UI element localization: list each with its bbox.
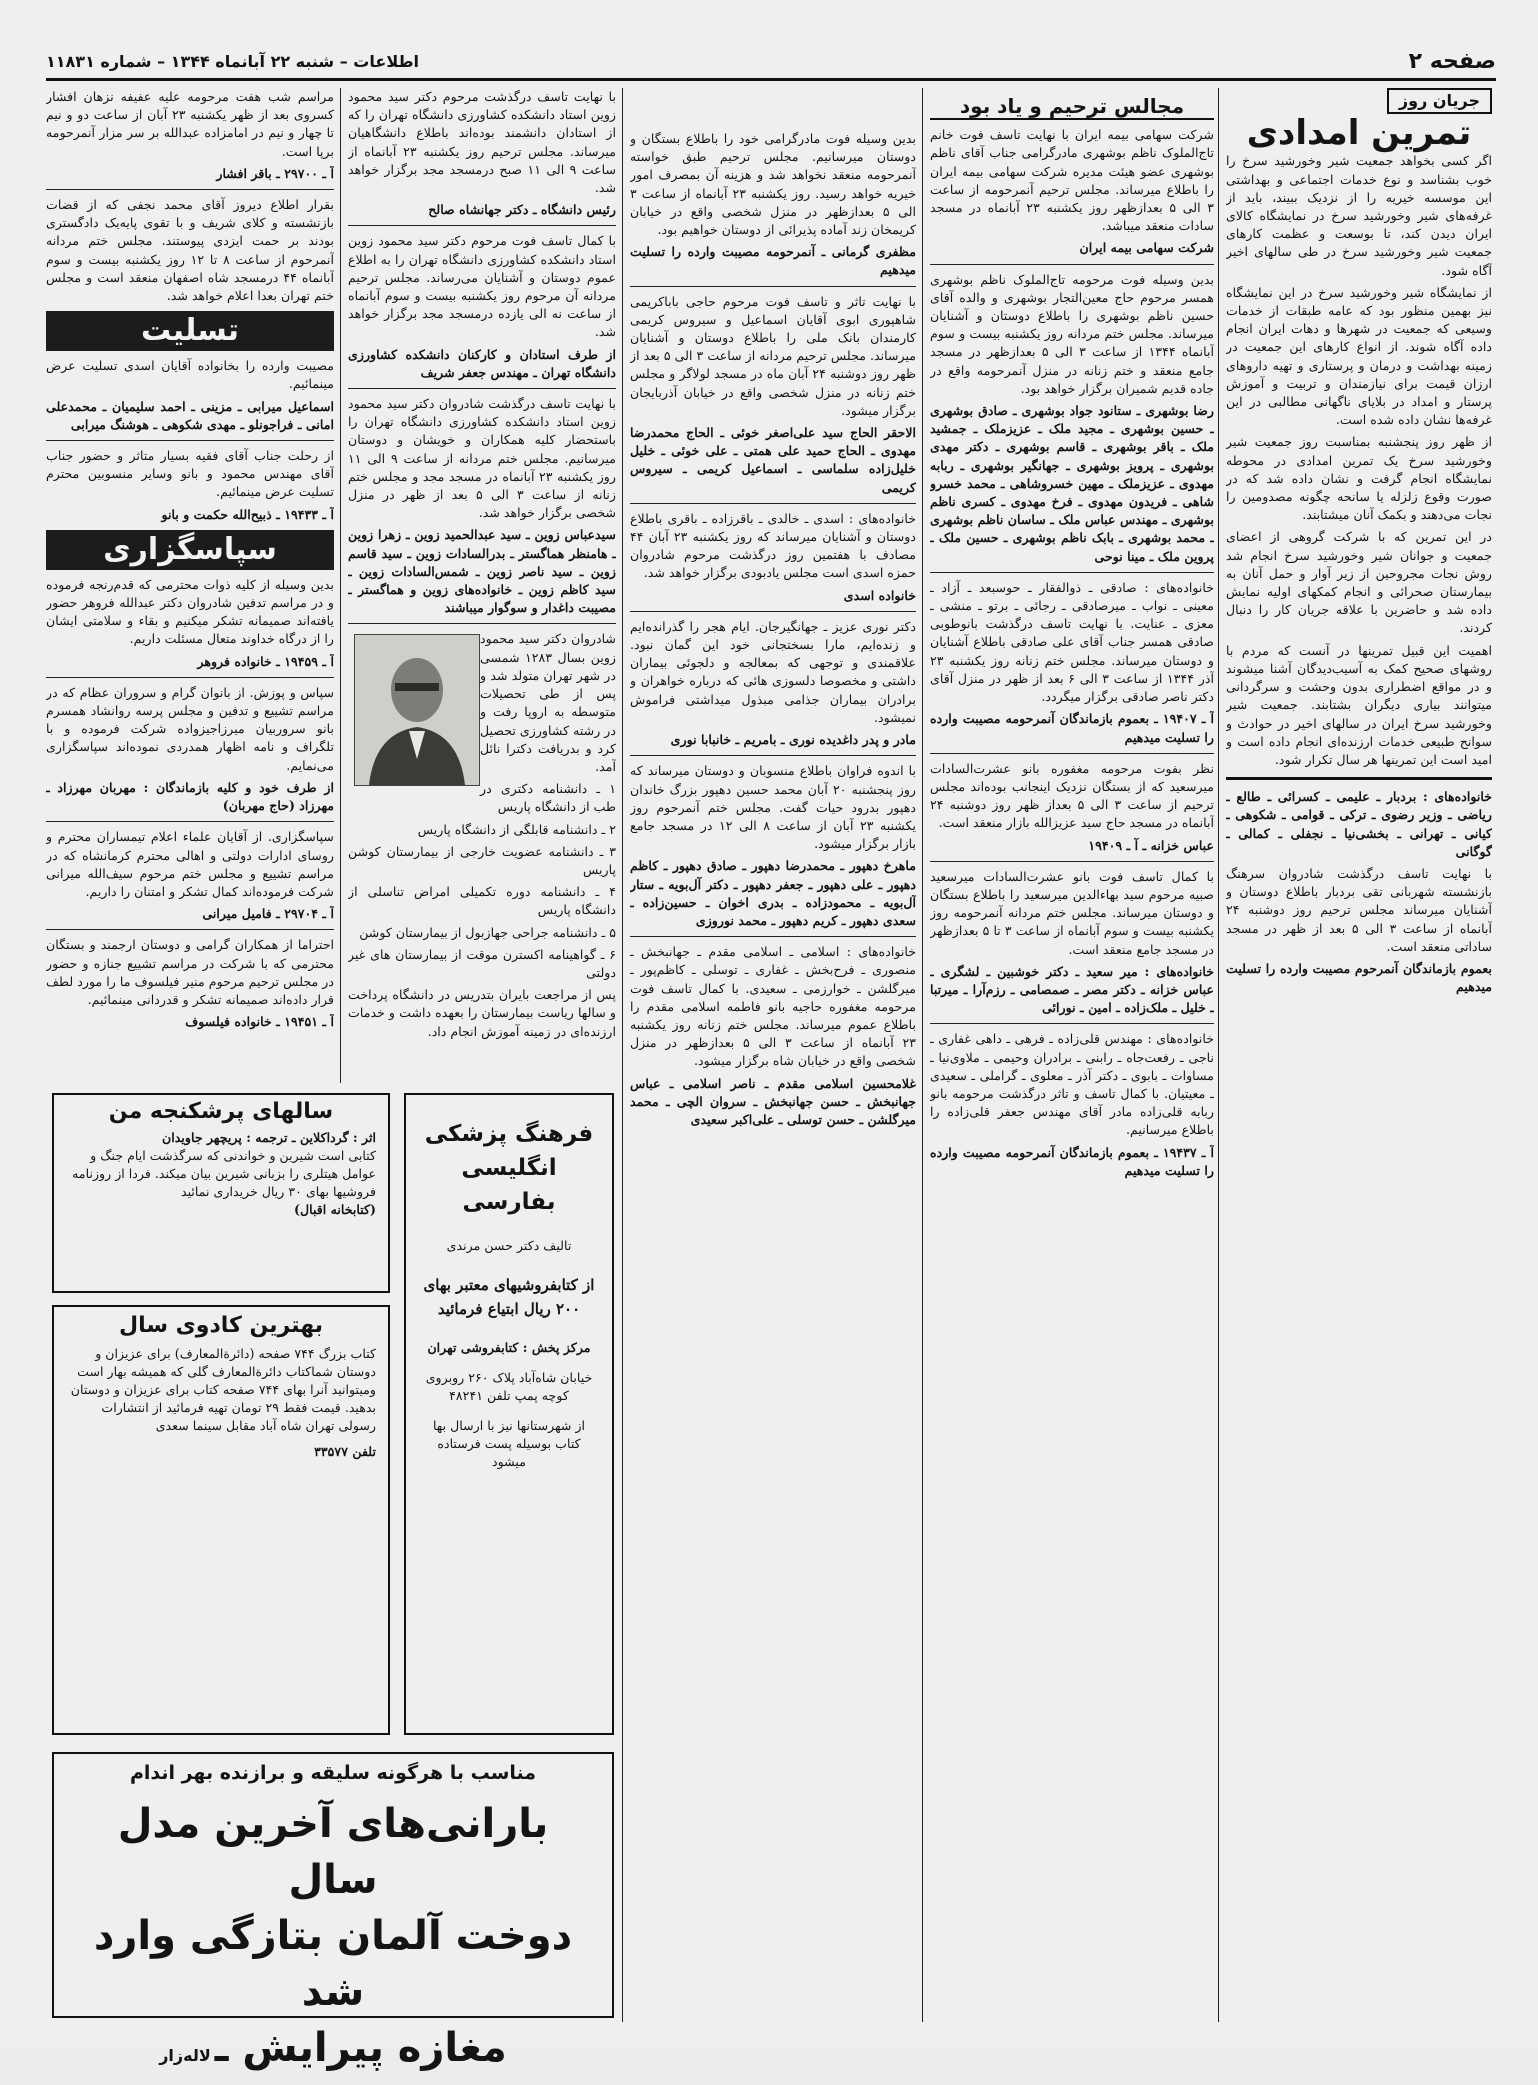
bio-item: ۶ ـ گواهینامه اکسترن موقت از بیمارستان های غیر دولتی	[348, 946, 616, 980]
ad-title: سالهای پرشکنجه من	[108, 1099, 334, 1124]
notice-text: بدین وسیله فوت مرحومه تاج‌الملوک ناظم بوشهری همسر مرحوم حاج معین‌التجار بوشهری و والده آقای حسین ناظم بوشهری را باطلاع دوستان و آشنایان میرساند. مجلس ختم مردانه روز یکشنبه بیست و سوم آبانماه ۱۳۴۴ از ساعت ۳ الی ۵ بعدازظهر در مسجد جامع منعقد و ختم زنانه در منزل آنمرحومه واقع در جاده قدیم شمیران برگزار خواهد بود.	[930, 271, 1214, 396]
divider	[46, 677, 334, 678]
notice-text: نظر بفوت مرحومه مغفوره بانو عشرت‌السادات میرسعید که از بستگان نزدیک اینجانب بوده‌اند مجلس ترحیم از ساعت ۳ الی ۵ بعداز ظهر روز دوشنبه ۲۴ آبانماه در مسجد حاج سید عزیزالله بازار منعقد است.	[930, 760, 1214, 831]
divider	[630, 503, 916, 504]
thanks-banner: سپاسگزاری	[46, 530, 334, 570]
column-rule	[922, 88, 923, 2022]
raincoat-ad	[52, 1752, 614, 2071]
editorial-paragraph: اهمیت این قبیل تمرینها در آنست که مردم با روشهای صحیح کمک به آسیب‌دیدگان آشنا میشوند و در مواقع اضطراری بدون وحشت و سرگردانی میتوانند بیاری دیگران بشتابند. جمعیت شیر وخورشید سرخ ایران در سالهای اخیر در حوادث و سوانح طبیعی خدمات ارزنده‌ای انجام داده است و امید است این تمرینها هر سال تکرار شود.	[1226, 642, 1492, 767]
notice-text: بقرار اطلاع دیروز آقای محمد نجفی که از قضات بازنشسته و کلای شریف و با تقوی پایه‌یک دادگستری بودند بر حمت ایزدی پیوستند. مجلس ختم مردانه آنمرحوم از ساعت ۸ تا ۱۲ روز یکشنبه بیست و سوم آبانماه ۴۴ درمسجد شاه اصفهان منعقد است و مجلس ختم تهران بعدا اعلام خواهد شد.	[46, 197, 334, 304]
ad-tagline: مناسب با هرگونه سلیقه و برازنده بهر اندام	[129, 1762, 537, 1784]
section-kicker: جریان روز	[1387, 88, 1492, 114]
notice-text: بدین وسیله فوت مادرگرامی خود را باطلاع بستگان و دوستان میرسانیم. مجلس ترحیم طبق خواسته آنمرحومه منعقد نخواهد شد و هزینه آن بمصرف امور خیریه خواهد رسید. روز یکشنبه ۲۳ آبانماه از ساعت ۳ الی ۵ بعدازظهر در منزل شخصی واقع در خیابان کریمخان زند آماده پذیرائی از دوستان خواهیم بود.	[630, 131, 916, 238]
notice-signature: رئیس دانشگاه ـ دکتر جهانشاه صالح	[428, 202, 616, 218]
notice-text: با کمال تاسف فوت مرحوم دکتر سید محمود زوین استاد دانشکده کشاورزی دانشگاه تهران را به اطلاع عموم دوستان و آشنایان می‌رساند. مجلس ترحیم مردانه آن مرحوم روز یکشنبه بیست و سوم آبانماه از ساعت نه الی یازده درمسجد مجد برگزار خواهد شد.	[348, 233, 616, 340]
ad-body: کتابی است شیرین و خواندنی که سرگذشت ایام جنگ و عوامل هیتلری را بزبانی شیرین بیان میکند. فردا از روزنامه فروشیها بهای ۳۰ ریال خریداری نمائید	[72, 1148, 376, 1199]
column-memorials-a	[930, 88, 1214, 2022]
notice-text: با نهایت تاسف درگذشت مرحوم دکتر سید محمود زوین استاد دانشکده کشاورزی دانشگاه تهران را که از استادان دانشمند بوده‌اند باطلاع دانشگاهیان میرساند. مجلس ترحیم روز یکشنبه ۲۳ آبانماه از ساعت ۹ الی ۱۱ صبح درمسجد مجد برگزار خواهد شد.	[348, 89, 616, 196]
bio-item: ۳ ـ دانشنامه عضویت خارجی از بیمارستان کوشن پاریس	[348, 843, 616, 877]
divider	[46, 929, 334, 930]
bio-paragraph: با نهایت تاسف درگذشت شادروان دکتر سید محمود زوین استاد دانشکده کشاورزی دانشگاه تهران را باستحضار کلیه همکاران و خویشان و دوستان میرسانیم. مجلس ختم مردانه از ساعت ۹ الی ۱۱ روز یکشنبه ۲۳ آبانماه در مسجد مجد و مجلس ختم زنانه از ساعت ۳ الی ۵ بعد از ظهر در منزل شخصی برگزار خواهد شد.	[348, 396, 616, 521]
notice-families: خانواده‌های : بردبار ـ علیمی ـ کسرائی ـ طالع ـ ریاضی ـ وزیر رضوی ـ ترکی ـ قوامی ـ شکوهی ـ کیانی ـ تهرانی ـ بخشی‌نیا ـ نجفلی ـ کمالی ـ گوگانی	[1226, 789, 1492, 859]
column-zoyin	[348, 88, 616, 1083]
book-ad-gift	[52, 1305, 390, 1735]
bio-item: ۴ ـ دانشنامه دوره تکمیلی امراض تناسلی از دانشگاه پاریس	[348, 884, 616, 918]
bio-item: ۵ ـ دانشنامه جراحی جهازبول از بیمارستان کوشن	[359, 924, 616, 940]
notice-signature: الاحقر الحاج سید علی‌اصغر خوئی ـ الحاج محمدرضا مهدوی ـ الحاج حمید علی همتی ـ علی خوئی ـ خلیل خلیل‌زاده سلماسی ـ اسماعیل کریمی ـ سیروس کریمی	[630, 425, 916, 495]
bio-signature: سیدعباس زوین ـ سید عبدالحمید زوین ـ زهرا زوین ـ هامنظر هماگستر ـ بدرالسادات زوین ـ سید قاسم زوین ـ سید ناصر زوین ـ شمس‌السادات زوین ـ سید کاظم زوین ـ خانواده‌های زوین و هماگستر ـ مصیبت داغدار و سوگوار میباشند	[348, 527, 616, 616]
ad-body: از کتابفروشیهای معتبر بهای ۲۰۰ ریال ابتیاع فرمائید	[423, 1276, 595, 1318]
notice-signature: مظفری گرمانی ـ آنمرحومه مصیبت وارده را تسلیت میدهیم	[630, 244, 916, 278]
condolence-text: از رحلت جناب آقای فقیه بسیار متاثر و حضور جناب آقای مهندس محمود و بانو وسایر منسوبین محترم تسلیت عرض مینمائیم.	[46, 448, 334, 500]
notice-signature: ماهرخ دهپور ـ محمدرضا دهپور ـ صادق دهپور ـ کاظم دهپور ـ علی دهپور ـ جعفر دهپور ـ دکتر آل‌بویه ـ ستار آل‌بویه ـ محمودزاده ـ بدری اخوان ـ حسین‌زاده ـ سعدی دهپور ـ کریم دهپور ـ محمد نوروزی	[630, 858, 916, 928]
editorial-headline: تمرین امدادی	[1246, 113, 1472, 154]
notice-signature: مادر و پدر داغدیده نوری ـ بامریم ـ خانبابا نوری	[670, 732, 916, 748]
notice-signature: شرکت سهامی بیمه ایران	[1079, 240, 1214, 256]
editorial-paragraph: در این تمرین که با شرکت گروهی از اعضای جمعیت و جوانان شیر وخورشید سرخ انجام شد روش نجات مجروحین از زیر آوار و حمل آنان به بیمارستان صحرائی و انجام کمکهای اولیه نمایش داده شد و حاضرین با علاقه جریان کار را دنبال کردند.	[1226, 529, 1492, 636]
condolence-names: اسماعیل میرابی ـ مزینی ـ احمد سلیمیان ـ محمدعلی امانی ـ فراجونلو ـ مهدی شکوهی ـ هوشنگ میرابی	[46, 398, 334, 432]
notice-signature: آ ـ ۱۹۴۳۷ ـ بعموم بازماندگان آنمرحومه مصیبت وارده را تسلیت میدهیم	[930, 1144, 1214, 1178]
ad-title: بهترین کادوی سال	[119, 1313, 323, 1338]
ad-note: از شهرستانها نیز با ارسال بها کتاب بوسیله پست فرستاده میشود	[432, 1418, 586, 1469]
notice-signature: بعموم بازماندگان آنمرحوم مصیبت وارده را تسلیت میدهیم	[1226, 960, 1492, 995]
notice-signature: آ ـ ۱۹۴۰۷ ـ بعموم بازماندگان آنمرحومه مصیبت وارده را تسلیت میدهیم	[930, 711, 1214, 745]
divider	[930, 572, 1214, 573]
notice-text: با نهایت تاسف درگذشت شادروان سرهنگ بازنشسته شهربانی تقی بردبار باطلاع دوستان و آشنایان میرساند مجلس ترحیم روز دوشنبه ۲۴ آبانماه از ساعت ۳ الی ۵ بعد از ظهر در مسجد ساداتی منعقد است.	[1226, 865, 1492, 954]
condolence-text: مصیبت وارده را بخانواده آقایان اسدی تسلیت عرض مینمائیم.	[46, 358, 334, 392]
divider	[930, 753, 1214, 754]
notice-signature: خانواده‌های : میر سعید ـ دکتر خوشبین ـ لشگری ـ عباس خزانه ـ دکتر مصر ـ صمصامی ـ رزم‌آرا ـ میرتبا ـ خلیل ـ ملک‌زاده ـ امین ـ نورائی	[930, 963, 1214, 1016]
divider	[348, 623, 616, 624]
issue-info: اطلاعات – شنبه ۲۲ آبانماه ۱۳۴۴ – شماره ۱۱۸۳۱	[46, 51, 420, 71]
page-number: صفحه ۲	[1408, 48, 1496, 74]
page-header	[46, 44, 1496, 81]
thanks-signature: آ ـ ۲۹۷۰۴ ـ فامیل میرانی	[202, 906, 334, 922]
divider	[348, 388, 616, 389]
column-rule	[622, 88, 623, 2022]
divider	[630, 286, 916, 287]
thanks-signature: آ ـ ۱۹۴۵۹ ـ خانواده فروهر	[197, 653, 334, 669]
thanks-text: احتراما از همکاران گرامی و دوستان ارجمند و بستگان محترمی که با شرکت در مراسم تشییع جنازه و حضور در مجلس ترحیم مرحوم منیر فیلسوف ما را مورد لطف قرار داده‌اند صمیمانه تشکر و قدردانی مینمائیم.	[46, 937, 334, 1007]
notice-text: خانواده‌های : اسدی ـ خالدی ـ باقرزاده ـ باقری باطلاع دوستان و آشنایان میرساند که روز یکشنبه ۲۳ آبان ۴۴ مصادف با هفتمین روز درگذشت مرحوم شادروان حمزه اسدی است مجلس یادبودی برگزار خواهد شد.	[630, 510, 916, 581]
condolence-signature: آ ـ ۱۹۴۳۳ ـ ذبیح‌الله حکمت و بانو	[161, 506, 334, 522]
condolence-banner: تسلیت	[46, 311, 334, 351]
ad-street: لاله‌زار	[159, 2046, 211, 2065]
column-memorials-b	[630, 130, 916, 2022]
section-banner: مجالس ترحیم و یاد بود	[930, 94, 1214, 120]
column-editorial	[1226, 88, 1492, 2022]
notice-signature: از طرف استادان و کارکنان دانشکده کشاورزی دانشگاه تهران ـ مهندس جعفر شریف	[348, 346, 616, 380]
notice-signature: عباس خزانه ـ آ ـ ۱۹۴۰۹	[1088, 837, 1214, 853]
thanks-text: سپاسگزاری. از آقایان علماء اعلام تیمساران محترم و روسای ادارات دولتی و اهالی محترم کرمانشاه که در مراسم تشییع و مجلس ختم مرحوم سیف‌الله میرانی شرکت فرموده‌اند کمال تشکر و امتنان را داریم.	[46, 829, 334, 899]
ad-store-name: مغازه پیرایش ـ	[214, 2025, 507, 2071]
notice-text: با اندوه فراوان باطلاع منسوبان و دوستان میرساند که روز پنجشنبه ۲۰ آبان محمد حسین دهپور بزرگ خاندان دهپور بدرود حیات گفت. مجلس ختم آنمرحوم روز یکشنبه ۲۳ آبان از ساعت ۸ الی ۱۲ در مسجد جامع بازار برگزار میشود.	[630, 763, 916, 852]
editorial-paragraph: اگر کسی بخواهد جمعیت شیر وخورشید سرخ را خوب بشناسد و نوع خدمات اجتماعی و بهداشتی این موسسه خیریه را از نزدیک ببیند، باید از غرفه‌های شیر وخورشید سرخ در نمایشگاه کالای ایران دیدن کند، تا بوسعت و عظمت کارهای جمعیت شیر وخورشید سرخ در طی سالهای اخیر آگاه شود.	[1226, 153, 1492, 278]
book-ad-dictionary	[404, 1093, 614, 1735]
column-condolences	[46, 88, 334, 1083]
ad-title: فرهنگ پزشکی انگلیسی بفارسی	[424, 1121, 594, 1215]
divider	[630, 755, 916, 756]
column-rule	[340, 88, 341, 1083]
divider	[930, 1023, 1214, 1024]
bio-item: پس از مراجعت بایران بتدریس در دانشگاه پرداخت و سالها ریاست بیمارستان را بعهده داشت و خدمات ارزنده‌ای در زمینه آموزش انجام داد.	[348, 987, 616, 1039]
ad-address: خیابان شاه‌آباد پلاک ۲۶۰ روبروی کوچه پمپ تلفن ۴۸۲۴۱	[425, 1370, 593, 1403]
ad-author: تالیف دکتر حسن مرندی	[446, 1238, 572, 1253]
ad-line: بارانی‌های آخرین مدل سال	[117, 1801, 549, 1903]
bio-text: شادروان دکتر سید محمود زوین بسال ۱۲۸۳ شمسی در شهر تهران متولد شد و پس از طی تحصیلات متوسطه به اروپا رفت و در رشته کشاورزی تحصیل کرد و بدریافت دکترا نائل آمد.	[480, 631, 616, 774]
thanks-signature: آ ـ ۱۹۴۵۱ ـ خانواده فیلسوف	[185, 1014, 334, 1030]
thanks-text: سپاس و پوزش. از بانوان گرام و سروران عظام که در مراسم تشییع و تدفین و مجلس پرسه روانشاد همسرم بانو سروربیان میرزاجیزواده شرکت فرموده و با تلگراف و نامه اظهار همدردی نموده‌اند سپاسگزاری می‌نمایم.	[46, 684, 334, 773]
divider	[46, 440, 334, 441]
thanks-text: بدین وسیله از کلیه ذوات محترمی که قدم‌رنجه فرموده و در مراسم تدفین شادروان دکتر عبدالله فروهر حضور یافته‌اند صمیمانه تشکر میکنیم و بقاء و سلامتی ایشان را از درگاه خداوند متعال مسئلت داریم.	[46, 576, 334, 647]
notice-text: خانواده‌های : اسلامی ـ اسلامی مقدم ـ جهانبخش ـ منصوری ـ فرح‌بخش ـ غفاری ـ توسلی ـ کاظم‌پور ـ میرگلشن ـ خوارزمی ـ سعیدی. با کمال تاسف فوت مرحومه مغفوره حاجیه بانو فاطمه اسلامی مقدم را باطلاع عموم میرساند. مجلس ختم زنانه روز یکشنبه ۲۳ آبانماه از ساعت ۳ الی ۵ بعدازظهر در منزل شخصی واقع در خیابان شاه برگزار میشود.	[630, 944, 916, 1069]
divider	[930, 264, 1214, 265]
thanks-signature: از طرف خود و کلیه بازماندگان : مهربان مهرزاد ـ مهرزاد (حاج مهربان)	[46, 779, 334, 814]
notice-text: مراسم شب هفت مرحومه علیه عفیفه نزهان افشار کسروی بعد از ظهر یکشنبه ۲۳ آبان از ساعت دو و نیم تا چهار و نیم در امامزاده عبدالله بر سر مزار آنمرحومه برپا است.	[46, 89, 334, 159]
ad-line: دوخت آلمان بتازگی وارد شد	[93, 1913, 573, 2015]
divider	[348, 225, 616, 226]
notice-text: با کمال تاسف فوت بانو عشرت‌السادات میرسعید صبیه مرحوم سید بهاءالدین میرسعید را باطلاع بستگان و دوستان میرساند. مجلس ختم مردانه آنمرحومه روز یکشنبه بیست و سوم آبانماه از ساعت ۳ تا ۵ بعدازظهر در مسجد جامع منعقد است.	[930, 868, 1214, 957]
ad-publisher: مرکز پخش : کتابفروشی تهران	[427, 1340, 591, 1355]
bio-item: ۱ ـ دانشنامه دکتری در طب از دانشگاه پاریس	[480, 781, 616, 815]
editorial-paragraph: از نمایشگاه شیر وخورشید سرخ در این نمایشگاه نیز بهمین منظور بود که عامه طبقات از خدمات وسیعی که جمعیت در شهرها و دهات ایران انجام داده آگاه شوند. از انواع کارهای این جمعیت در زمینه بهداشت و درمان و پرستاری و تهیه داروهای ارزان قیمت برای نیازمندان و تربیت و آموزش پرستار و امداد در بلایای ناگهانی مطالبی در این غرفه‌ها نشان داده شده است.	[1226, 284, 1492, 428]
notice-text: خانواده‌های : مهندس قلی‌زاده ـ فرهی ـ داهی غفاری ـ ناجی ـ رفعت‌جاه ـ رابنی ـ برادران وحیمی ـ ملاوی‌نیا ـ مساوات ـ بابوی ـ دکتر آذر ـ معلوی ـ گراملی ـ سعیدی ـ معیتیان. با کمال تاسف و تاثر درگذشت مرحومه بانو ربابه قلی‌زاده مادر آقای مهندس جعفر قلی‌زاده را باطلاع میرسانیم.	[930, 1031, 1214, 1138]
column-rule	[1218, 88, 1219, 2022]
portrait-photo	[354, 634, 480, 786]
divider	[630, 611, 916, 612]
notice-signature: آ ـ ۲۹۷۰۰ ـ باقر افشار	[216, 165, 334, 181]
ad-body: کتاب بزرگ ۷۴۴ صفحه (دائرةالمعارف) برای عزیزان و دوستان شماکتاب دائرةالمعارف گلی که همیشه بهار است ومیتوانید آنرا بهای ۷۴۴ صفحه کتاب برای عزیزان و دوستان بدهید. قیمت فقط ۲۹ تومان تهیه فرمائید از انتشارات رسولی تهران شاه آباد مقابل سینما سعدی	[70, 1346, 376, 1433]
ad-publisher: (کتابخانه اقبال)	[294, 1202, 376, 1217]
divider	[630, 936, 916, 937]
divider	[1226, 777, 1492, 780]
ad-author: اثر : گرداکلاین ـ ترجمه : پریچهر جاویدان	[162, 1130, 376, 1145]
notice-text: با نهایت تاثر و تاسف فوت مرحوم حاجی باباکریمی شاهپوری ابوی آقایان اسماعیل و سیروس کریمی کارمندان بانک ملی را باطلاع دوستان و آشنایان میرساند. مجلس ترحیم مردانه از ساعت ۳ الی ۵ بعد از ظهر روز دوشنبه ۲۴ آبان ماه در مسجد لولاگر و مجلس ختم زنانه در منزل شخصی واقع در خیابان آذربایجان برگزار میشود.	[630, 293, 916, 418]
divider	[930, 861, 1214, 862]
divider	[46, 189, 334, 190]
divider	[46, 821, 334, 822]
bio-item: ۲ ـ دانشنامه قابلگی از دانشگاه پاریس	[417, 821, 616, 837]
ad-phone: تلفن ۳۳۵۷۷	[314, 1444, 376, 1459]
notice-text: دکتر نوری عزیز ـ جهانگیرجان. ایام هجر را گذرانده‌ایم و زنده‌ایم، مارا بسختجانی خود این گمان نبود. علاقمندی و توجهی که بمعالجه و دلجوئی بیماران داشتی و مخصوصا دلسوزی هائی که درباره خواهران و برادران بیماران جذامی مبذول میداشتی فراموش نمیشود.	[630, 618, 916, 725]
book-ad-years	[52, 1093, 390, 1293]
editorial-paragraph: از ظهر روز پنجشنبه بمناسبت روز جمعیت شیر وخورشید سرخ یک تمرین امدادی در محوطه نمایشگاه انجام گرفت و نشان داده شد که در صورت وقوع زلزله یا سانحه چگونه مصدومین را نجات می‌دهند و بکمک آنان میشتابند.	[1226, 434, 1492, 523]
notice-text: شرکت سهامی بیمه ایران با نهایت تاسف فوت خانم تاج‌الملوک ناظم بوشهری مادرگرامی جناب آقای ناظم بوشهری عضو هیئت مدیره شرکت سهامی بیمه ایران را باطلاع میرساند. مجلس ترحیم آنمرحومه از ساعت ۳ الی ۵ بعدازظهر روز یکشنبه ۲۳ آبانماه در مسجد سادات منعقد میباشد.	[930, 127, 1214, 234]
notice-signature: رضا بوشهری ـ ستانود جواد بوشهری ـ صادق بوشهری ـ حسین بوشهری ـ مجید ملک ـ عزیزملک ـ جمشید ملک ـ باقر بوشهری ـ قاسم بوشهری ـ دکتر مهدی بوشهری ـ پرویز بوشهری ـ جهانگیر بوشهری ـ ربابه مهدوی ـ عزیزملک ـ مهین خسروشاهی ـ محمد خسرو شاهی ـ فریدون مهدوی ـ فرخ مهدوی ـ کسری ناظم بوشهری ـ مهندس عباس ملک ـ ساسان ناظم بوشهری ـ محمد بوشهری ـ بابک ناظم بوشهری ـ حسین ملک ـ پروین ملک ـ مینا نوحی	[930, 403, 1214, 564]
notice-signature: غلامحسین اسلامی مقدم ـ ناصر اسلامی ـ عباس جهانبخش ـ حسن جهانبخش ـ سروان الچی ـ محمد میرگلشن ـ حسن توسلی ـ علی‌اکبر سعیدی	[630, 1075, 916, 1127]
notice-text: خانواده‌های : صادقی ـ ذوالفقار ـ حوسبعد ـ آزاد ـ معینی ـ نواب ـ میرصادقی ـ رجائی ـ برتو ـ منشی ـ معزی ـ عنایت. با نهایت تاسف درگذشت بانوطوبی صادقی همسر جناب آقای علی صادقی باطلاع آشنایان و دوستان میرساند. مجلس ختم زنانه روز یکشنبه ۲۳ آذر ۱۳۴۴ از ساعت ۳ الی ۶ بعد از ظهر در منزل آقای دکتر ناصر صادقی برگزار میگردد.	[930, 579, 1214, 705]
notice-signature: خانواده اسدی	[843, 587, 916, 603]
